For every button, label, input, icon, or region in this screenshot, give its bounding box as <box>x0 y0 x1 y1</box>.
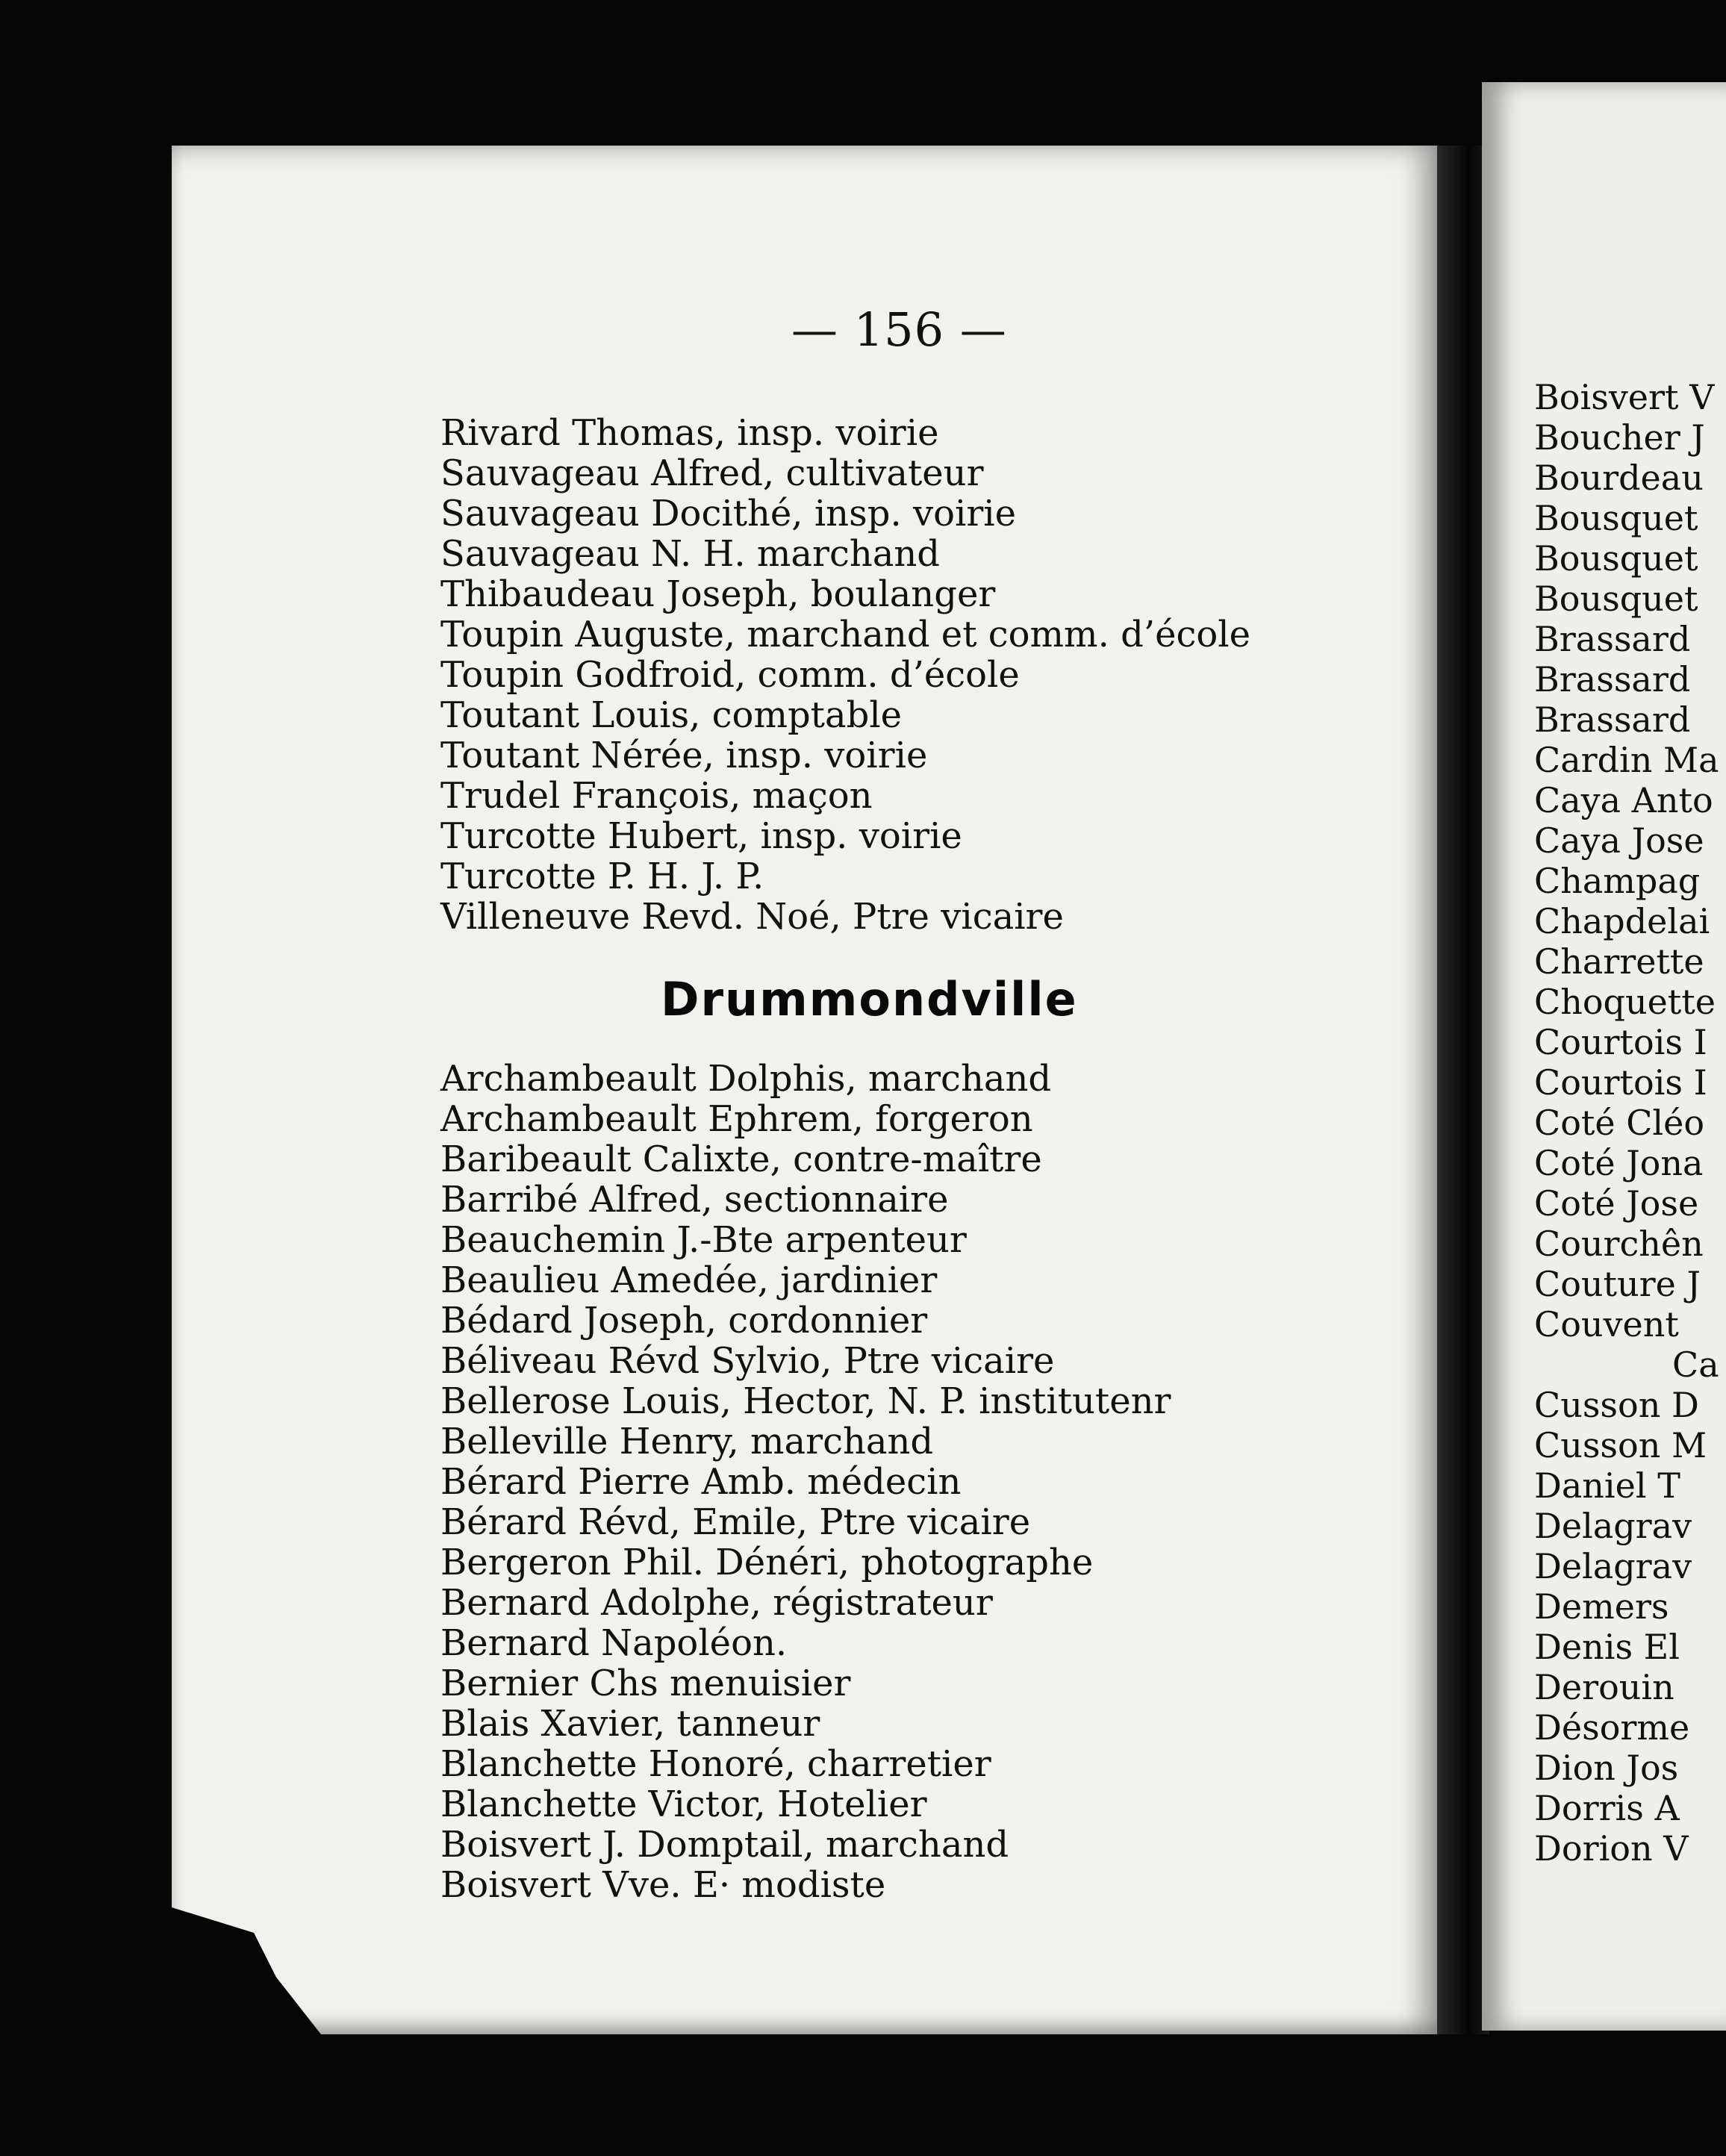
directory-entry: Bernier Chs menuisier <box>440 1663 851 1704</box>
directory-list-after <box>440 1059 1171 1905</box>
directory-entry: Barribé Alfred, sectionnaire <box>440 1179 949 1221</box>
right-page-entry: Choquette <box>1534 982 1716 1022</box>
directory-entry: Blanchette Honoré, charretier <box>440 1743 991 1785</box>
directory-entry: Turcotte P. H. J. P. <box>440 856 764 897</box>
directory-entry: Archambeault Dolphis, marchand <box>440 1058 1052 1100</box>
right-page-list <box>1534 377 1719 1869</box>
right-page-entry: Coté Jona <box>1534 1143 1704 1183</box>
right-page-entry: Caya Jose <box>1534 820 1704 861</box>
right-page-entry: Dion Jos <box>1534 1748 1679 1788</box>
right-page-entry: Brassard <box>1534 700 1691 740</box>
directory-entry: Rivard Thomas, insp. voirie <box>440 412 939 454</box>
right-page-entry: Caya Anto <box>1534 780 1713 820</box>
directory-entry: Béliveau Révd Sylvio, Ptre vicaire <box>440 1340 1055 1382</box>
right-page-entry: Charrette <box>1534 941 1704 982</box>
directory-entry: Beauchemin J.-Bte arpenteur <box>440 1219 967 1261</box>
directory-entry: Sauvageau Docithé, insp. voirie <box>440 493 1017 535</box>
directory-entry: Bergeron Phil. Dénéri, photographe <box>440 1542 1094 1583</box>
directory-entry: Boisvert Vve. E· modiste <box>440 1864 886 1906</box>
directory-entry: Baribeault Calixte, contre-maître <box>440 1138 1042 1180</box>
directory-entry: Toutant Nérée, insp. voirie <box>440 735 928 776</box>
right-page-entry: Coté Jose <box>1534 1183 1699 1224</box>
right-page-entry: Bourdeau <box>1534 458 1704 498</box>
right-page-entry: Cardin Ma <box>1534 740 1719 780</box>
directory-entry: Sauvageau Alfred, cultivateur <box>440 452 984 494</box>
directory-entry: Turcotte Hubert, insp. voirie <box>440 815 962 857</box>
right-page-entry: Ca <box>1672 1345 1719 1385</box>
right-page-entry: Denis El <box>1534 1627 1680 1667</box>
right-page-entry: Daniel T <box>1534 1465 1680 1506</box>
right-page-entry: Demers <box>1534 1586 1669 1627</box>
directory-entry: Bellerose Louis, Hector, N. P. institutenr <box>440 1380 1171 1422</box>
right-page-entry: Bousquet <box>1534 498 1698 538</box>
directory-entry: Toupin Auguste, marchand et comm. d’école <box>440 614 1251 655</box>
right-page-entry: Courchên <box>1534 1224 1704 1264</box>
directory-entry: Bédard Joseph, cordonnier <box>440 1300 928 1342</box>
right-page-entry: Couvent <box>1534 1304 1679 1345</box>
directory-list-before <box>440 413 1250 937</box>
directory-entry: Villeneuve Revd. Noé, Ptre vicaire <box>440 896 1064 938</box>
directory-entry: Toutant Louis, comptable <box>440 694 903 736</box>
right-page-entry: Brassard <box>1534 659 1691 700</box>
right-page-entry: Cusson M <box>1534 1425 1707 1465</box>
page-number: — 156 — <box>791 302 1007 357</box>
right-page-entry: Désorme <box>1534 1707 1690 1748</box>
right-page-entry: Champag <box>1534 861 1701 901</box>
right-page-entry: Courtois I <box>1534 1062 1707 1103</box>
right-page-entry: Dorion V <box>1534 1828 1689 1869</box>
directory-entry: Belleville Henry, marchand <box>440 1421 934 1462</box>
directory-entry: Archambeault Ephrem, forgeron <box>440 1098 1033 1140</box>
directory-entry: Sauvageau N. H. marchand <box>440 533 941 575</box>
section-heading: Drummondville <box>661 972 1078 1026</box>
directory-entry: Blais Xavier, tanneur <box>440 1703 820 1745</box>
right-page-entry: Bousquet <box>1534 579 1698 619</box>
directory-entry: Blanchette Victor, Hotelier <box>440 1783 927 1825</box>
directory-entry: Bernard Napoléon. <box>440 1622 788 1664</box>
right-page-entry: Derouin <box>1534 1667 1674 1707</box>
right-page-entry: Cusson D <box>1534 1385 1699 1425</box>
directory-entry: Beaulieu Amedée, jardinier <box>440 1259 938 1301</box>
right-page-entry: Dorris A <box>1534 1788 1680 1828</box>
directory-entry: Thibaudeau Joseph, boulanger <box>440 573 996 615</box>
right-page-entry: Couture J <box>1534 1264 1701 1304</box>
right-page-entry: Coté Cléo <box>1534 1103 1705 1143</box>
directory-entry: Bérard Pierre Amb. médecin <box>440 1461 962 1503</box>
right-page-entry: Brassard <box>1534 619 1691 659</box>
right-page-entry: Delagrav <box>1534 1546 1692 1586</box>
right-page-entry: Delagrav <box>1534 1506 1692 1546</box>
directory-entry: Trudel François, maçon <box>440 775 873 817</box>
directory-entry: Toupin Godfroid, comm. d’école <box>440 654 1020 696</box>
right-page-entry: Courtois I <box>1534 1022 1707 1062</box>
directory-entry: Boisvert J. Domptail, marchand <box>440 1824 1009 1866</box>
right-page-entry: Chapdelai <box>1534 901 1710 941</box>
directory-entry: Bernard Adolphe, régistrateur <box>440 1582 993 1624</box>
right-page-entry: Boucher J <box>1534 417 1705 458</box>
right-page-entry: Bousquet <box>1534 538 1698 579</box>
right-page-entry: Boisvert V <box>1534 377 1715 417</box>
directory-entry: Bérard Révd, Emile, Ptre vicaire <box>440 1501 1031 1543</box>
